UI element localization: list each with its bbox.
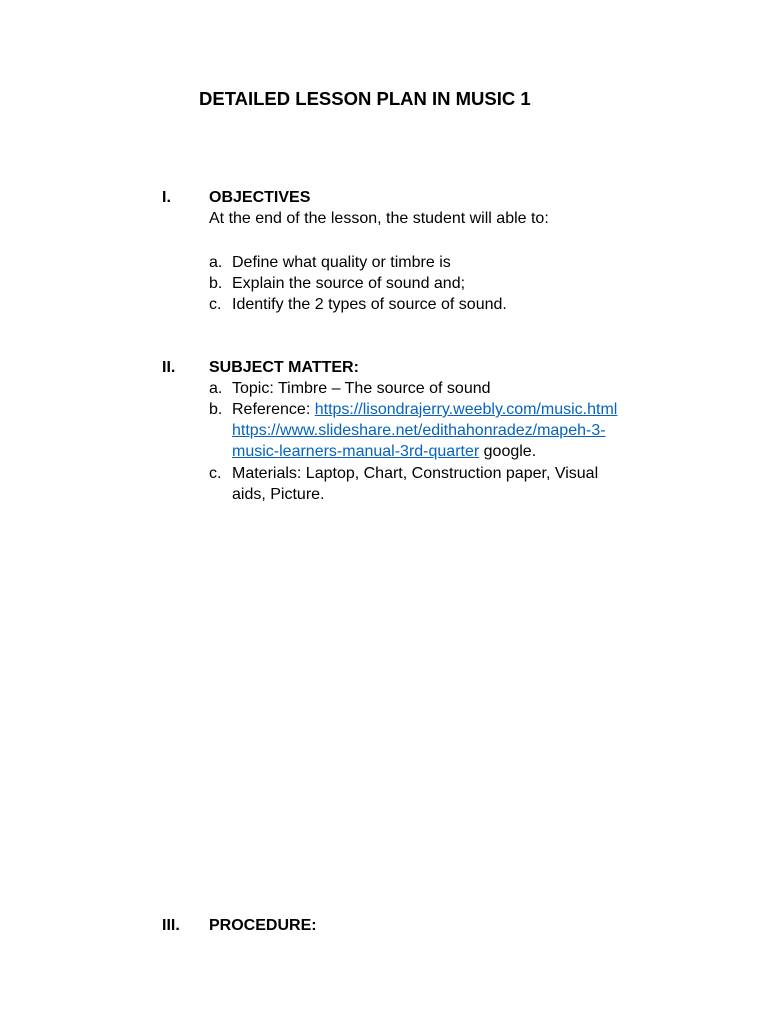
reference-link-slideshare-line2 — [232, 443, 536, 461]
subject-matter-heading: SUBJECT MATTER: — [209, 359, 359, 376]
objective-item-letter: c. — [209, 296, 222, 313]
procedure-heading: PROCEDURE: — [209, 917, 317, 934]
reference-link-slideshare[interactable]: https://www.slideshare.net/edithahonradez/mapeh-3- — [232, 422, 606, 439]
materials-text-line2: aids, Picture. — [232, 486, 325, 503]
reference-suffix: google. — [479, 443, 537, 460]
objective-item-text: Explain the source of sound and; — [232, 275, 466, 292]
reference-link-slideshare-line1[interactable] — [232, 422, 606, 440]
procedure-numeral: III. — [162, 917, 180, 934]
objective-item-text: Define what quality or timbre is — [232, 254, 451, 271]
subject-matter-numeral: II. — [162, 359, 176, 376]
objective-item-letter: b. — [209, 275, 223, 292]
topic-text: Topic: Timbre – The source of sound — [232, 380, 491, 397]
objectives-numeral: I. — [162, 189, 171, 206]
topic-letter: a. — [209, 380, 223, 397]
reference-label: Reference: — [232, 401, 315, 418]
materials-text-line1: Materials: Laptop, Chart, Construction paper, Visual — [232, 465, 599, 482]
objective-item-text: Identify the 2 types of source of sound. — [232, 296, 507, 313]
objectives-heading: OBJECTIVES — [209, 189, 311, 206]
reference-letter: b. — [209, 401, 223, 418]
page-title: DETAILED LESSON PLAN IN MUSIC 1 — [199, 88, 531, 109]
reference-link-weebly[interactable]: https://lisondrajerry.weebly.com/music.html — [314, 401, 618, 418]
materials-letter: c. — [209, 465, 222, 482]
objectives-intro: At the end of the lesson, the student will able to: — [209, 210, 549, 227]
reference-link-slideshare-cont[interactable]: music-learners-manual-3rd-quarter — [232, 443, 480, 460]
objective-item-letter: a. — [209, 254, 223, 271]
reference-line — [232, 401, 617, 419]
